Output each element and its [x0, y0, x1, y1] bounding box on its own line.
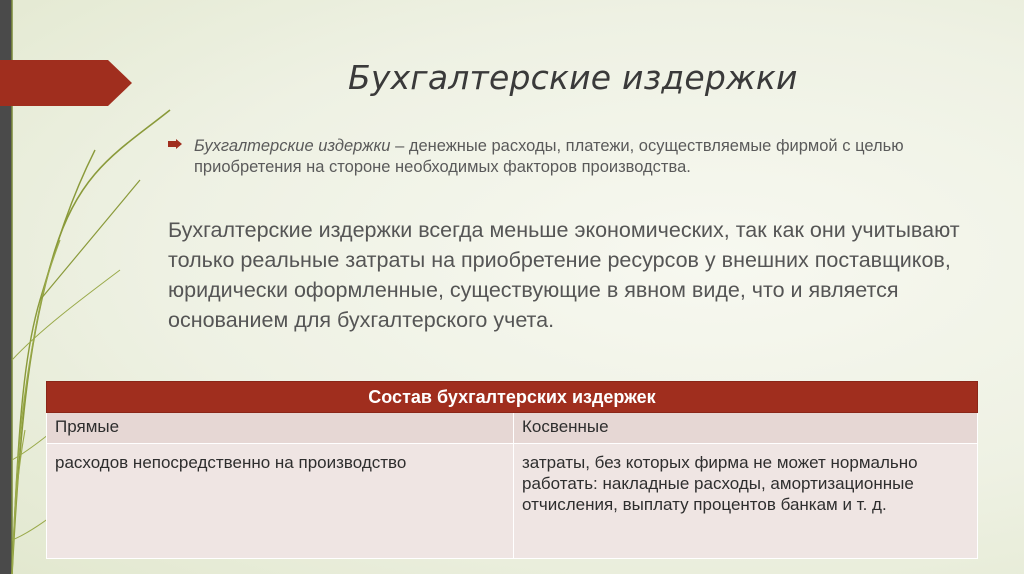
- table-subheader-row: [47, 413, 978, 444]
- definition-text: [194, 136, 958, 178]
- arrow-bullet-icon: [168, 139, 182, 149]
- slide-title: Бухгалтерские издержки: [348, 58, 798, 97]
- table-header: Состав бухгалтерских издержек: [47, 382, 978, 413]
- main-paragraph: Бухгалтерские издержки всегда меньше экономических, так как они учитывают только реальные затраты на приобретение ресурсов у внешних поставщиков, юридически оформленные, существующие в явном виде, что и является основанием для бухгалтерского учета.: [168, 218, 960, 332]
- title-arrow-shape: [0, 60, 132, 106]
- indirect-costs-cell: затраты, без которых фирма не может нормально работать: накладные расходы, амортизационные отчисления, выплату процентов банкам и т. д.: [514, 444, 978, 559]
- cost-composition-table: [46, 381, 978, 559]
- definition-body: – денежные расходы, платежи, осуществляемые фирмой с целью приобретения на стороне необходимых факторов производства.: [194, 137, 904, 176]
- table-row: [47, 444, 978, 559]
- column-indirect: Косвенные: [514, 413, 978, 444]
- direct-costs-cell: расходов непосредственно на производство: [47, 444, 514, 559]
- definition-term: Бухгалтерские издержки: [194, 137, 391, 155]
- column-direct: Прямые: [47, 413, 514, 444]
- definition-bullet: [168, 136, 958, 178]
